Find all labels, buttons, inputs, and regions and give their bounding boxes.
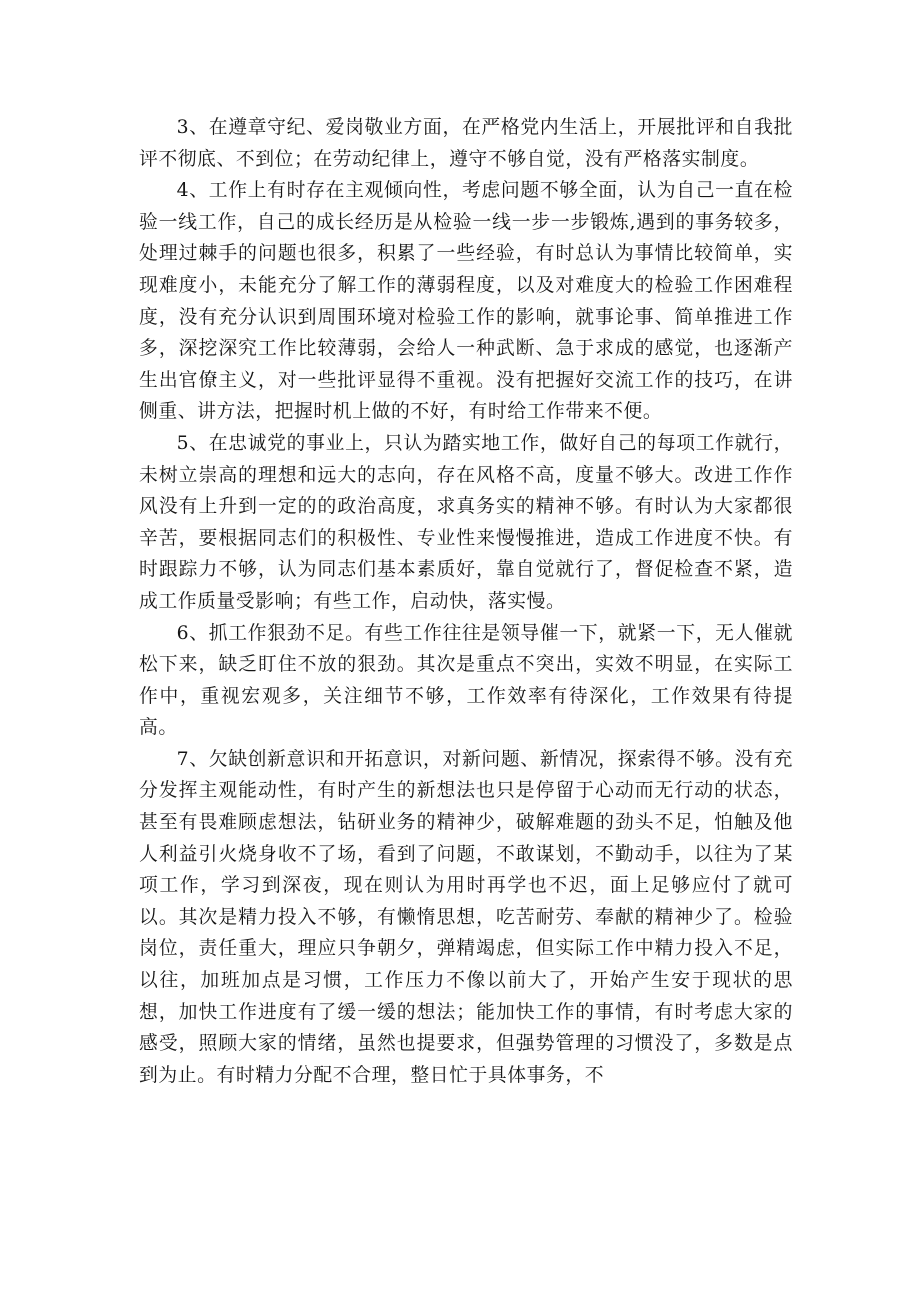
paragraph-6: 6、抓工作狠劲不足。有些工作往往是领导催一下，就紧一下，无人催就松下来，缺乏盯住不放的狠劲。其次是重点不突出，实效不明显，在实际工作中，重视宏观多，关注细节不够，工作效率有待深化，工作效果有待提高。: [139, 622, 793, 739]
paragraph-3: 3、在遵章守纪、爱岗敬业方面，在严格党内生活上，开展批评和自我批评不彻底、不到位；在劳动纪律上，遵守不够自觉，没有严格落实制度。: [139, 117, 793, 170]
paragraph-7: 7、欠缺创新意识和开拓意识，对新问题、新情况，探索得不够。没有充分发挥主观能动性，有时产生的新想法也只是停留于心动而无行动的状态，甚至有畏难顾虑想法，钻研业务的精神少，破解难题的劲头不足，怕触及他人利益引火烧身收不了场，看到了问题，不敢谋划，不勤动手，以往为了某项工作，学习到深夜，现在则认为用时再学也不迟，面上足够应付了就可以。其次是精力投入不够，有懒惰思想，吃苦耐劳、奉献的精神少了。检验岗位，责任重大，理应只争朝夕，弹精竭虑，但实际工作中精力投入不足，以往，加班加点是习惯，工作压力不像以前大了，开始产生安于现状的思想，加快工作进度有了缓一缓的想法；能加快工作的事情，有时考虑大家的感受，照顾大家的情绪，虽然也提要求，但强势管理的习惯没了，多数是点到为止。有时精力分配不合理，整日忙于具体事务，不: [139, 748, 793, 1086]
paragraph-4: 4、工作上有时存在主观倾向性，考虑问题不够全面，认为自己一直在检验一线工作，自己的成长经历是从检验一线一步一步锻炼,遇到的事务较多，处理过棘手的问题也很多，积累了一些经验，有时总认为事情比较简单，实现难度小，未能充分了解工作的薄弱程度，以及对难度大的检验工作困难程度，没有充分认识到周围环境对检验工作的影响，就事论事、简单推进工作多，深挖深究工作比较薄弱，会给人一种武断、急于求成的感觉，也逐渐产生出官僚主义，对一些批评显得不重视。没有把握好交流工作的技巧，在讲侧重、讲方法，把握时机上做的不好，有时给工作带来不便。: [139, 180, 793, 423]
document-body: [139, 112, 793, 1091]
paragraph-5: 5、在忠诚党的事业上，只认为踏实地工作，做好自己的每项工作就行，未树立崇高的理想和远大的志向，存在风格不高，度量不够大。改进工作作风没有上升到一定的的政治高度，求真务实的精神不够。有时认为大家都很辛苦，要根据同志们的积极性、专业性来慢慢推进，造成工作进度不快。有时跟踪力不够，认为同志们基本素质好，靠自觉就行了，督促检查不紧，造成工作质量受影响；有些工作，启动快，落实慢。: [139, 432, 793, 612]
